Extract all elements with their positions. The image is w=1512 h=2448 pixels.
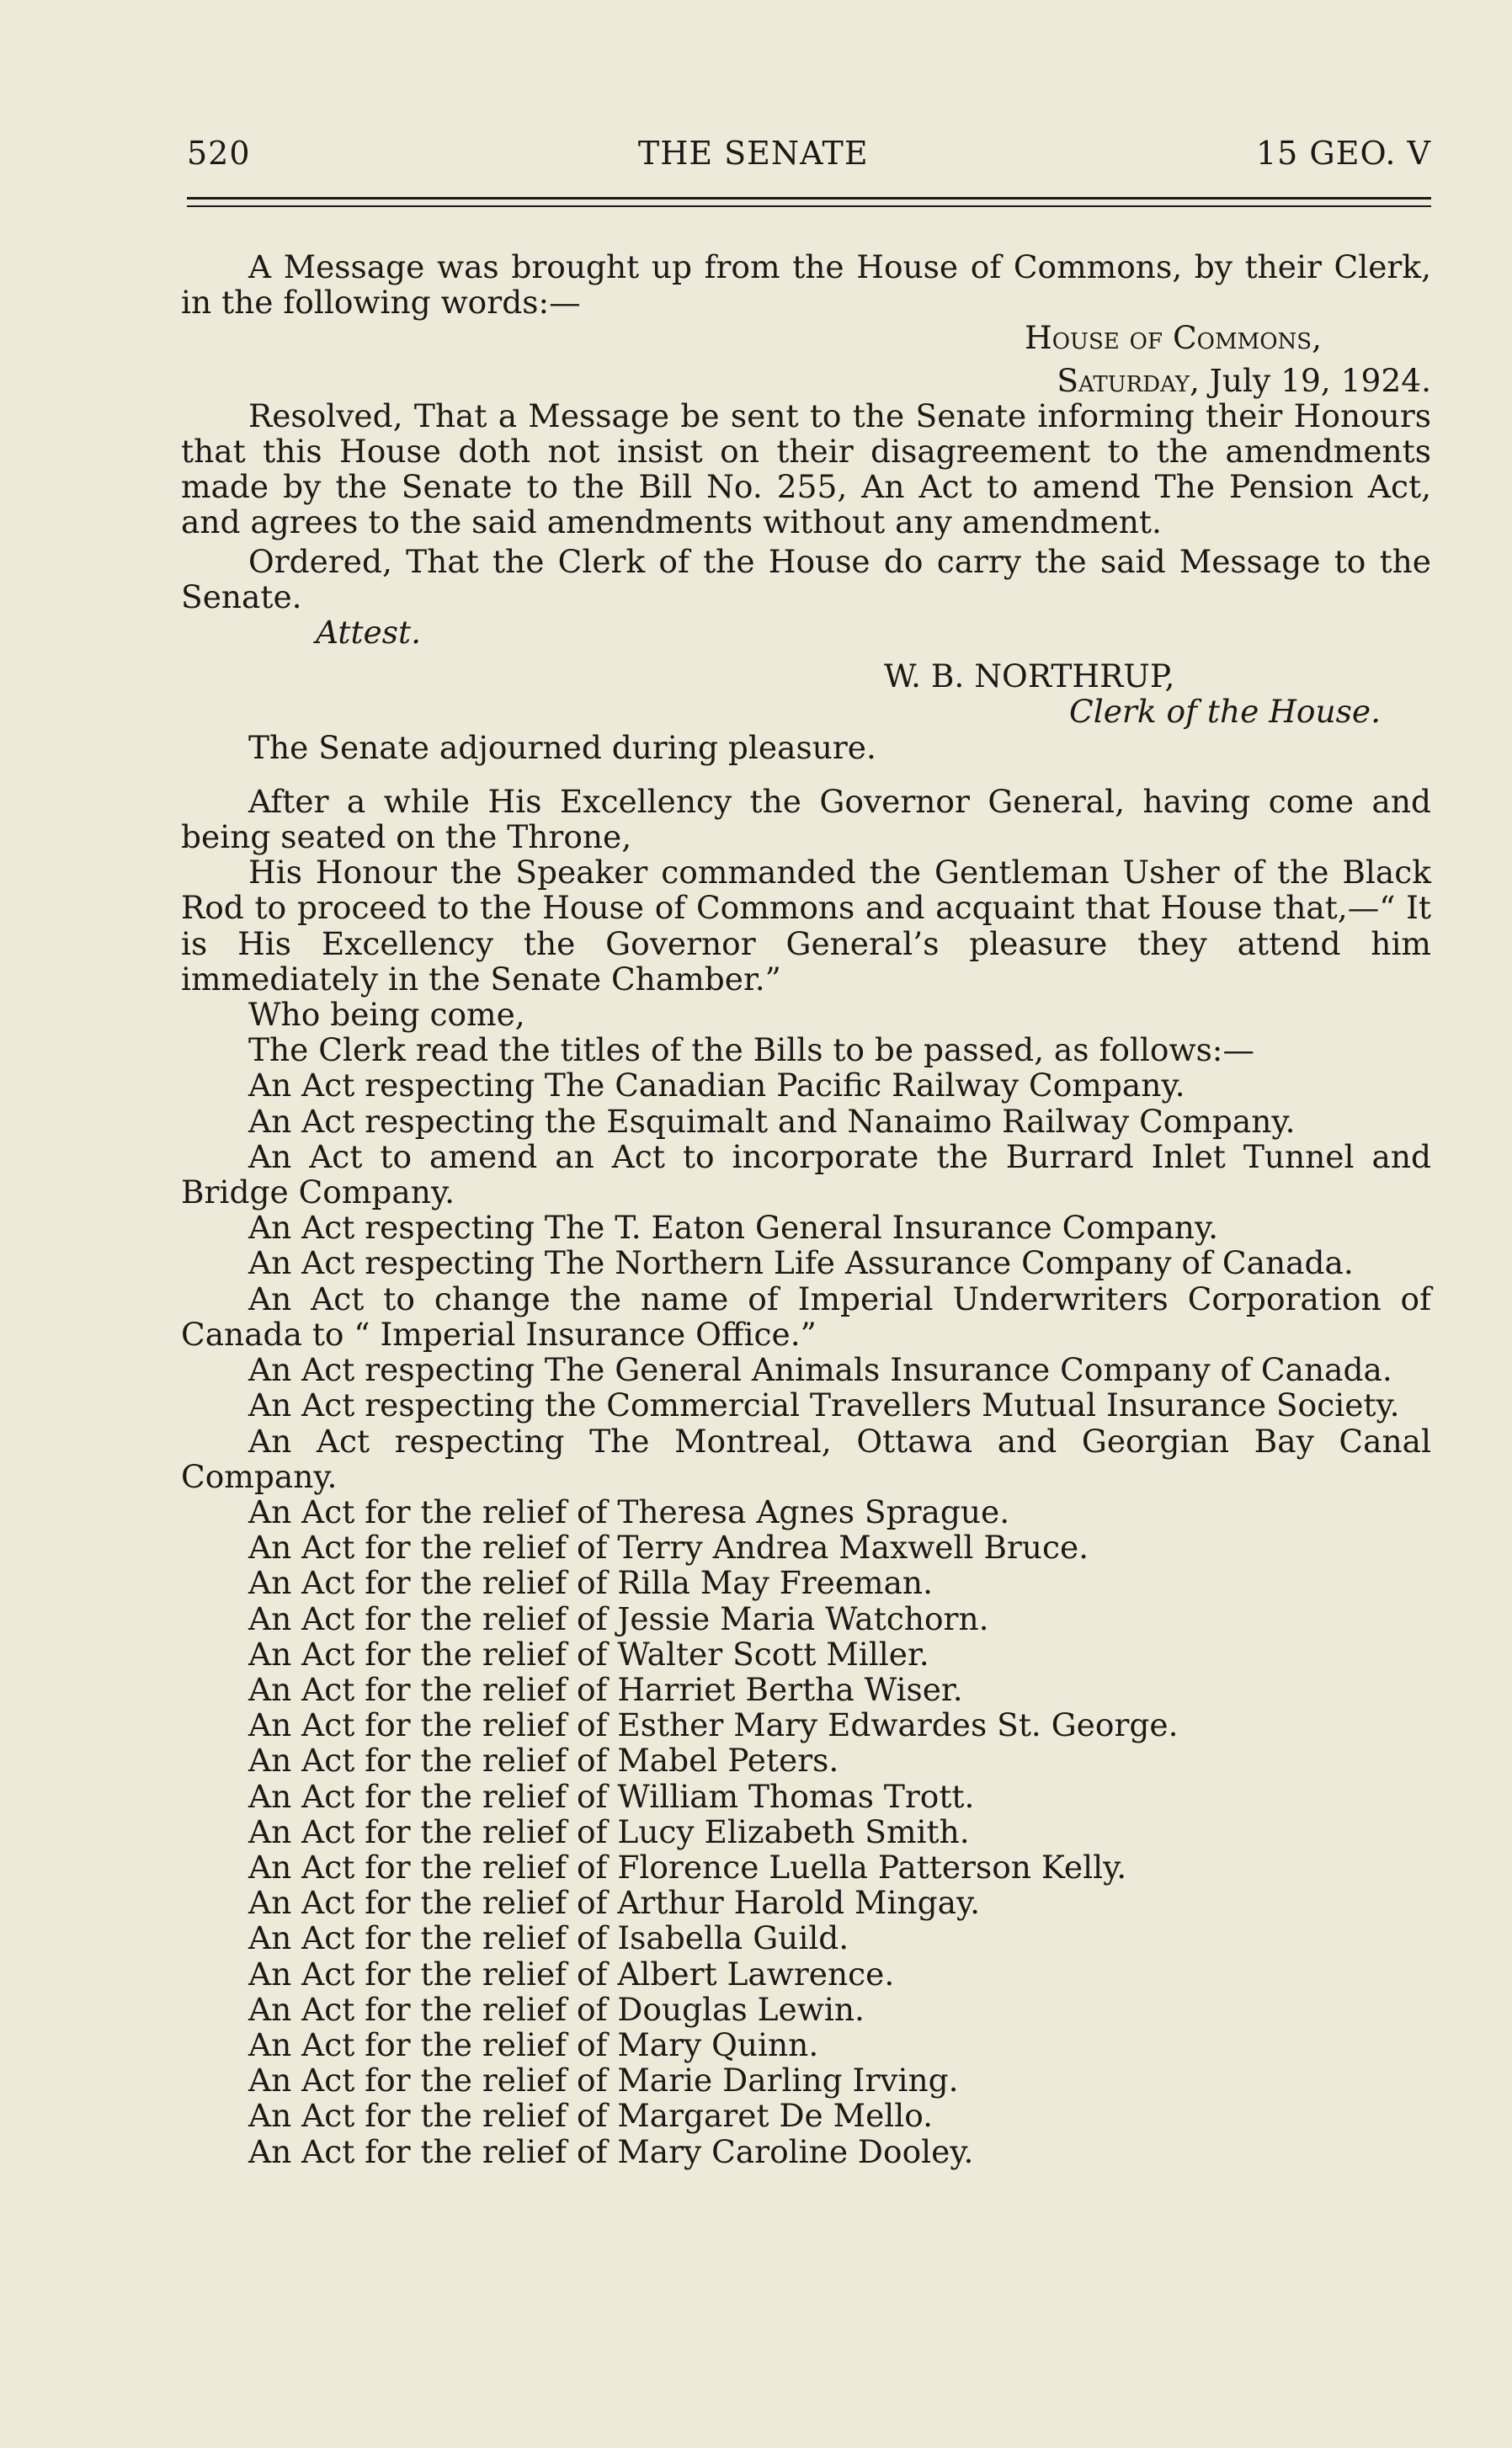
list-item: An Act for the relief of Mary Quinn.	[248, 2025, 819, 2063]
message-resolved: Resolved, That a Message be sent to the Senate informing their Honours that this House doth not insist on their disagreement to the amendments made by the Senate to the Bill No. 255, An Act to amend The Pension Act, and agrees to the said amendments without any amendment.	[181, 396, 1431, 541]
list-item: An Act respecting The Northern Life Assurance Company of Canada.	[248, 1244, 1354, 1282]
list-item: An Act respecting The T. Eaton General Insurance Company.	[248, 1209, 1219, 1247]
list-item: An Act for the relief of Mary Caroline Dooley.	[248, 2132, 974, 2170]
list-item: An Act respecting the Esquimalt and Nanaimo Railway Company.	[248, 1102, 1296, 1140]
paragraph: After a while His Excellency the Governor General, having come and being seated on the Throne,	[181, 782, 1431, 856]
list-item: An Act for the relief of Esther Mary Edwardes St. George.	[248, 1706, 1179, 1744]
list-item: An Act for the relief of Lucy Elizabeth Smith.	[248, 1812, 970, 1850]
message-house: House of Commons,	[1025, 319, 1322, 357]
paragraph: The Clerk read the titles of the Bills to be passed, as follows:—	[248, 1031, 1254, 1069]
list-item: An Act respecting the Commercial Travellers Mutual Insurance Society.	[248, 1386, 1400, 1424]
clerk-title: Clerk of the House.	[1069, 693, 1381, 731]
list-item: An Act for the relief of Florence Luella Patterson Kelly.	[248, 1848, 1127, 1886]
list-item: An Act for the relief of Jessie Maria Watchorn.	[248, 1599, 989, 1637]
list-item: An Act for the relief of Rilla May Freeman.	[248, 1564, 934, 1602]
list-item: An Act for the relief of Isabella Guild.	[248, 1919, 849, 1957]
header-title: THE SENATE	[637, 135, 869, 172]
list-item: An Act for the relief of Marie Darling Irving.	[248, 2062, 959, 2099]
paragraph: Who being come,	[248, 996, 525, 1034]
message-day: Saturday,	[1057, 361, 1200, 399]
section-gap	[181, 765, 1431, 784]
list-item: An Act for the relief of William Thomas Trott.	[248, 1777, 975, 1815]
list-item: An Act for the relief of Walter Scott Miller.	[248, 1635, 929, 1673]
list-item: An Act for the relief of Arthur Harold Mingay.	[248, 1884, 981, 1922]
list-item: An Act for the relief of Margaret De Mello.	[248, 2097, 934, 2135]
list-item: An Act to amend an Act to incorporate the Burrard Inlet Tunnel and Bridge Company.	[181, 1137, 1431, 1211]
list-item: An Act respecting The Canadian Pacific Railway Company.	[248, 1067, 1185, 1104]
message-ordered: Ordered, That the Clerk of the House do carry the said Message to the Senate.	[181, 542, 1431, 615]
message-dateline	[181, 363, 1431, 398]
header-rule-bottom	[187, 205, 1431, 207]
list-item: An Act respecting The General Animals Insurance Company of Canada.	[248, 1351, 1392, 1389]
list-item: An Act for the relief of Harriet Bertha Wiser.	[248, 1670, 963, 1708]
acts-list	[181, 1067, 1431, 2169]
paragraph: His Honour the Speaker commanded the Gentleman Usher of the Black Rod to proceed to the House of Commons and acquaint that House that,—“ It is His Excellency the Governor General’s pleasure they attend him immediately in the Senate Chamber.”	[181, 854, 1431, 998]
page-body	[181, 249, 1431, 2169]
list-item: An Act for the relief of Mabel Peters.	[248, 1742, 839, 1780]
running-header	[187, 135, 1431, 172]
list-item: An Act respecting The Montreal, Ottawa and Georgian Bay Canal Company.	[181, 1422, 1431, 1495]
session-label: 15 GEO. V	[1255, 135, 1431, 172]
header-rule-top	[187, 197, 1431, 200]
message-attest: Attest.	[316, 614, 421, 652]
list-item: An Act for the relief of Douglas Lewin.	[248, 1990, 865, 2028]
list-item: An Act for the relief of Terry Andrea Maxwell Bruce.	[248, 1529, 1089, 1567]
message-intro: A Message was brought up from the House of Commons, by their Clerk, in the following words:—	[181, 248, 1431, 322]
clerk-name: W. B. NORTHRUP,	[884, 657, 1175, 695]
page-number: 520	[187, 135, 251, 172]
adjourned-line: The Senate adjourned during pleasure.	[248, 728, 876, 766]
list-item: An Act for the relief of Albert Lawrence.	[248, 1955, 895, 1993]
list-item: An Act to change the name of Imperial Underwriters Corporation of Canada to “ Imperial Insurance Office.”	[181, 1280, 1431, 1353]
list-item: An Act for the relief of Theresa Agnes Sprague.	[248, 1493, 1010, 1530]
message-date: July 19, 1924.	[1209, 361, 1431, 399]
